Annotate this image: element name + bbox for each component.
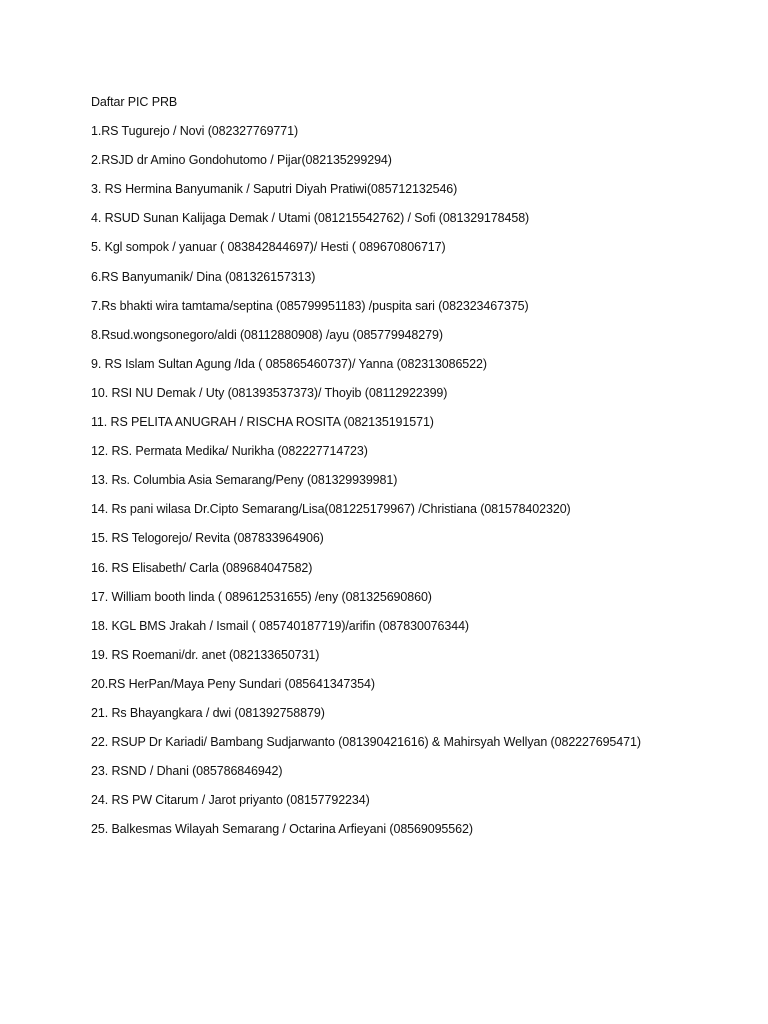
list-item: 2.RSJD dr Amino Gondohutomo / Pijar(082135299294): [91, 153, 392, 168]
list-item: 8.Rsud.wongsonegoro/aldi (08112880908) /ayu (085779948279): [91, 327, 443, 342]
list-item: 16. RS Elisabeth/ Carla (089684047582): [91, 560, 313, 575]
list-item: 3. RS Hermina Banyumanik / Saputri Diyah Pratiwi(085712132546): [91, 182, 458, 197]
list-item: 10. RSI NU Demak / Uty (081393537373)/ Thoyib (08112922399): [91, 385, 448, 400]
list-item: 4. RSUD Sunan Kalijaga Demak / Utami (081215542762) / Sofi (081329178458): [91, 211, 530, 226]
document-title: Daftar PIC PRB: [91, 95, 178, 109]
list-item: 18. KGL BMS Jrakah / Ismail ( 085740187719)/arifin (087830076344): [91, 618, 469, 633]
list-item: 22. RSUP Dr Kariadi/ Bambang Sudjarwanto (081390421616) & Mahirsyah Wellyan (082227695471): [91, 735, 641, 750]
list-item: 17. William booth linda ( 089612531655) /eny (081325690860): [91, 589, 432, 604]
list-item: 13. Rs. Columbia Asia Semarang/Peny (081329939981): [91, 473, 398, 488]
list-item: 11. RS PELITA ANUGRAH / RISCHA ROSITA (082135191571): [91, 415, 434, 430]
list-item: 23. RSND / Dhani (085786846942): [91, 764, 283, 779]
list-item: 19. RS Roemani/dr. anet (082133650731): [91, 647, 320, 662]
list-item: 5. Kgl sompok / yanuar ( 083842844697)/ Hesti ( 089670806717): [91, 240, 446, 255]
list-item: 1.RS Tugurejo / Novi (082327769771): [91, 124, 299, 139]
list-item: 20.RS HerPan/Maya Peny Sundari (085641347354): [91, 676, 375, 691]
list-item: 25. Balkesmas Wilayah Semarang / Octarina Arfieyani (08569095562): [91, 822, 473, 837]
document-page: [91, 94, 751, 850]
list-item: 6.RS Banyumanik/ Dina (081326157313): [91, 269, 316, 284]
list-item: 9. RS Islam Sultan Agung /Ida ( 085865460737)/ Yanna (082313086522): [91, 356, 487, 371]
list-item: 14. Rs pani wilasa Dr.Cipto Semarang/Lisa(081225179967) /Christiana (081578402320): [91, 502, 571, 517]
list-item: 7.Rs bhakti wira tamtama/septina (085799951183) /puspita sari (082323467375): [91, 298, 529, 313]
list-item: 21. Rs Bhayangkara / dwi (081392758879): [91, 705, 325, 720]
list-item: 12. RS. Permata Medika/ Nurikha (082227714723): [91, 444, 368, 459]
list-item: 15. RS Telogorejo/ Revita (087833964906): [91, 531, 324, 546]
list-item: 24. RS PW Citarum / Jarot priyanto (08157792234): [91, 793, 370, 808]
